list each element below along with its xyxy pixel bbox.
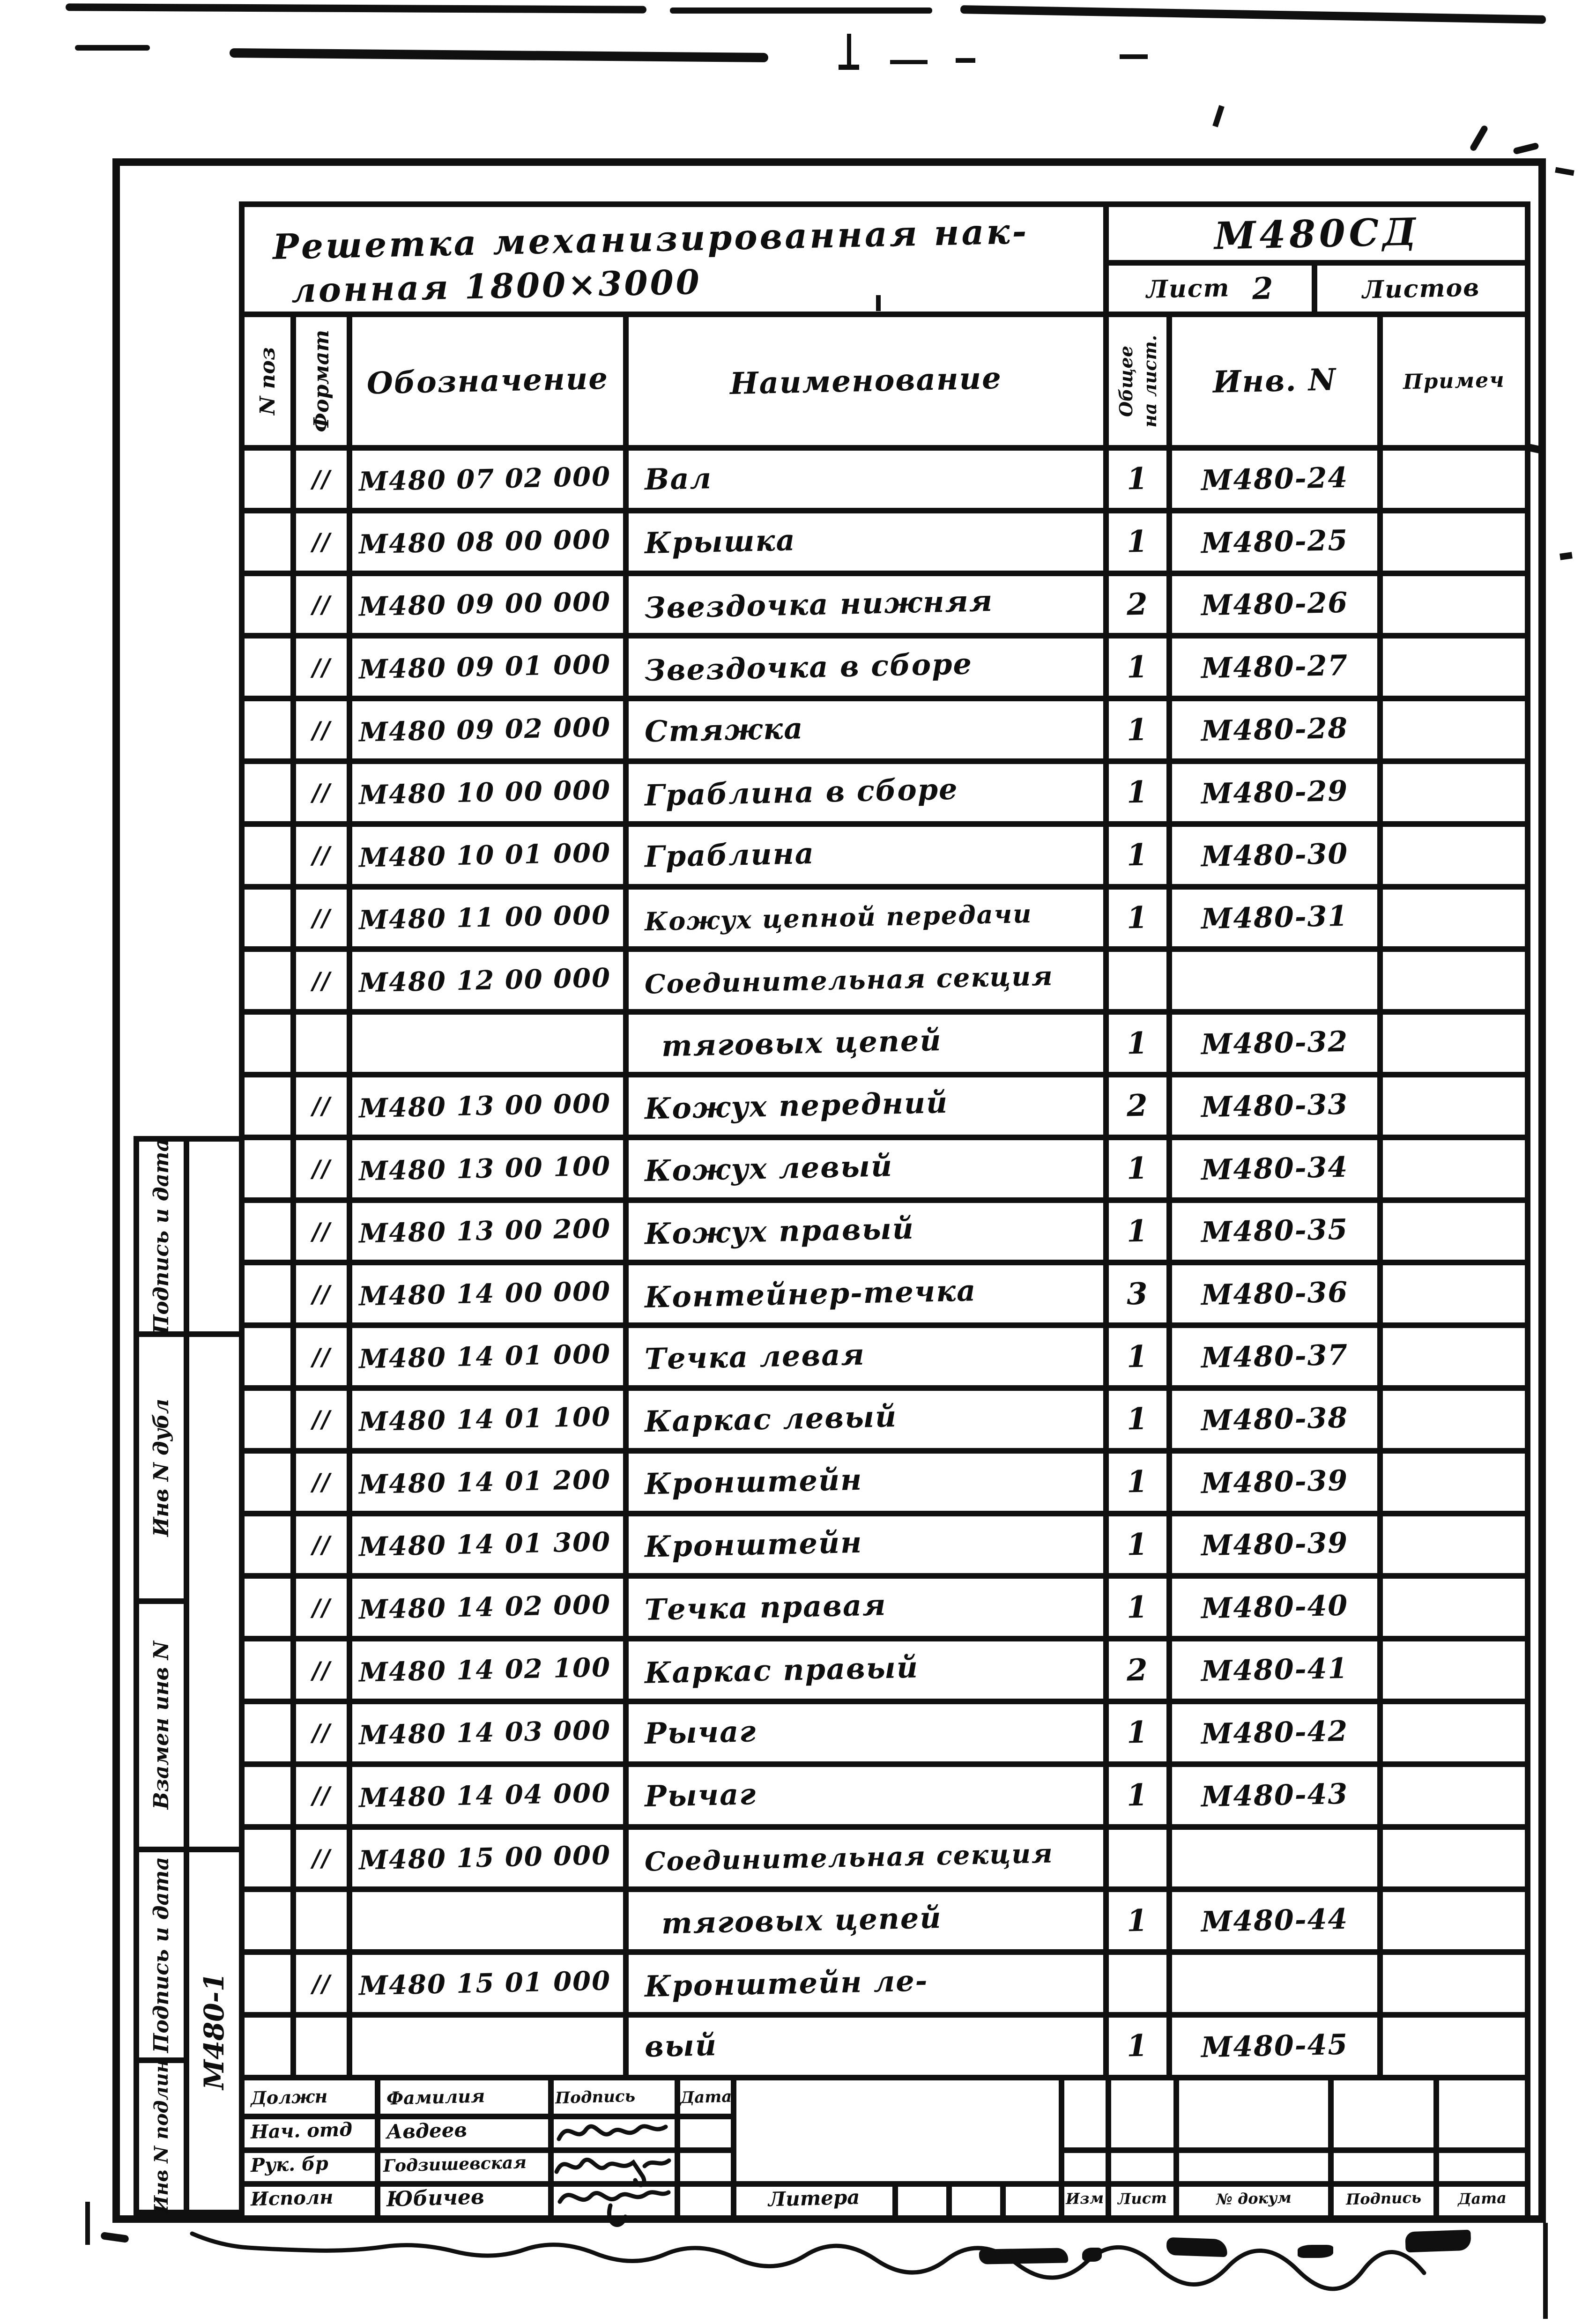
col-header-note: Примеч bbox=[1403, 368, 1505, 394]
doc-code: М480СД bbox=[1213, 209, 1420, 258]
table-row: // М480 14 01 300 Кронштейн 1 М480-39 bbox=[245, 1516, 1530, 1579]
footer-name: Годзишевская bbox=[383, 2153, 527, 2176]
scan-artifact bbox=[1120, 54, 1148, 59]
litera-label: Литера bbox=[768, 2185, 861, 2211]
table-row: // М480 09 02 000 Стяжка 1 М480-28 bbox=[245, 701, 1530, 764]
scan-artifact bbox=[66, 3, 646, 13]
scan-noise-squiggle bbox=[187, 2225, 1546, 2267]
scan-artifact bbox=[75, 45, 150, 51]
footer-name: Авдеев bbox=[386, 2118, 468, 2143]
table-row: // М480 14 01 100 Каркас левый 1 М480-38 bbox=[245, 1391, 1530, 1454]
revision-col-date: Дата bbox=[1457, 2189, 1507, 2208]
col-header-qty-line2: на лист. bbox=[1139, 334, 1160, 428]
table-row: // М480 14 01 000 Течка левая 1 М480-37 bbox=[245, 1328, 1530, 1391]
footer-role: Исполн bbox=[250, 2186, 334, 2211]
footer-role: Нач. отд bbox=[250, 2118, 353, 2143]
col-header-format: Формат bbox=[309, 330, 334, 432]
revision-col-izm: Изм bbox=[1065, 2189, 1105, 2208]
scan-artifact bbox=[960, 5, 1546, 24]
revision-col-list: Лист bbox=[1117, 2189, 1167, 2208]
table-row: // М480 10 01 000 Граблина 1 М480-30 bbox=[245, 827, 1530, 890]
table-header-row bbox=[245, 317, 1530, 451]
col-header-inv: Инв. N bbox=[1212, 362, 1337, 400]
table-row: // М480 09 01 000 Звездочка в сборе 1 М480-27 bbox=[245, 639, 1530, 701]
scan-artifact bbox=[1555, 167, 1574, 176]
table-row: // М480 07 02 000 Вал 1 М480-24 bbox=[245, 451, 1530, 513]
footer-col-role: Должн bbox=[250, 2085, 328, 2109]
scan-artifact bbox=[1082, 2248, 1102, 2262]
revision-col-docnum: № докум bbox=[1216, 2188, 1292, 2208]
table-row: тяговых цепей 1 М480-44 bbox=[245, 1892, 1530, 1955]
scan-artifact bbox=[670, 7, 932, 14]
frame-side-strip bbox=[134, 1136, 245, 2215]
table-row: // М480 14 03 000 Рычаг 1 М480-42 bbox=[245, 1704, 1530, 1767]
scan-artifact bbox=[1543, 2223, 1548, 2319]
doc-title-line2: лонная 1800×3000 bbox=[291, 261, 702, 311]
table-row: // М480 14 00 000 Контейнер-течка 3 М480-36 bbox=[245, 1265, 1530, 1328]
scan-artifact bbox=[85, 2202, 90, 2245]
col-header-name: Наименование bbox=[729, 360, 1002, 402]
spec-table bbox=[239, 312, 1530, 2080]
sheet-number: 2 bbox=[1252, 271, 1275, 306]
table-row: // М480 13 00 000 Кожух передний 2 М480-33 bbox=[245, 1077, 1530, 1140]
scan-artifact bbox=[956, 58, 975, 63]
table-row: // М480 14 02 100 Каркас правый 2 М480-41 bbox=[245, 1641, 1530, 1704]
table-row: // М480 15 01 000 Кронштейн ле- bbox=[245, 1955, 1530, 2018]
revision-col-signature: Подпись bbox=[1345, 2188, 1422, 2208]
footer-role: Рук. бр bbox=[250, 2152, 329, 2176]
footer-col-name: Фамилия bbox=[386, 2085, 485, 2109]
sheet-label: Лист bbox=[1146, 273, 1231, 304]
table-row: // М480 14 01 200 Кронштейн 1 М480-39 bbox=[245, 1454, 1530, 1516]
table-row: // М480 14 02 000 Течка правая 1 М480-40 bbox=[245, 1579, 1530, 1641]
scan-artifact bbox=[1405, 2230, 1471, 2253]
table-row: // М480 08 00 000 Крышка 1 М480-25 bbox=[245, 513, 1530, 576]
footer-name: Юбичев bbox=[386, 2185, 485, 2212]
side-label: Подпись и дата bbox=[149, 1138, 173, 1335]
scan-artifact bbox=[1298, 2245, 1333, 2258]
table-row: // М480 11 00 000 Кожух цепной передачи 1 М480-31 bbox=[245, 890, 1530, 952]
side-label: Взамен инв N bbox=[149, 1641, 173, 1810]
fold-mark bbox=[839, 65, 859, 70]
table-row: // М480 15 00 000 Соединительная секция bbox=[245, 1830, 1530, 1893]
table-row: тяговых цепей 1 М480-32 bbox=[245, 1015, 1530, 1077]
table-row: // М480 13 00 100 Кожух левый 1 М480-34 bbox=[245, 1140, 1530, 1203]
scan-artifact bbox=[1212, 105, 1225, 127]
sheets-label: Листов bbox=[1362, 273, 1480, 304]
side-label: Инв N дубл bbox=[149, 1398, 173, 1537]
table-row: // М480 09 00 000 Звездочка нижняя 2 М480-26 bbox=[245, 576, 1530, 639]
table-row: вый 1 М480-45 bbox=[245, 2018, 1530, 2080]
doc-code-cell bbox=[1103, 201, 1530, 266]
side-label: Инв N подлин bbox=[150, 2059, 172, 2213]
col-header-designation: Обозначение bbox=[366, 361, 609, 401]
signature-avdeev bbox=[555, 2116, 672, 2146]
scan-artifact bbox=[230, 48, 768, 62]
sheet-cell bbox=[1103, 260, 1317, 317]
col-header-qty-line1: Общее bbox=[1115, 345, 1136, 417]
table-row: // М480 12 00 000 Соединительная секция bbox=[245, 952, 1530, 1015]
doc-title-line1: Решетка механизированная нак- bbox=[272, 211, 1030, 267]
table-row: // М480 13 00 200 Кожух правый 1 М480-35 bbox=[245, 1203, 1530, 1266]
footer-col-date: Дата bbox=[680, 2087, 732, 2107]
side-label: Подпись и дата bbox=[149, 1856, 173, 2053]
col-header-pos: N поз bbox=[255, 347, 280, 415]
title-cell bbox=[239, 201, 1109, 317]
footer-col-signature: Подпись bbox=[555, 2086, 636, 2108]
sheets-cell bbox=[1312, 260, 1530, 317]
scan-artifact bbox=[1559, 552, 1573, 560]
scan-artifact bbox=[1469, 125, 1489, 152]
scan-artifact bbox=[1166, 2237, 1227, 2257]
side-inventory-code: М480-1 bbox=[198, 1972, 230, 2090]
scan-artifact bbox=[890, 60, 928, 64]
table-row: // М480 14 04 000 Рычаг 1 М480-43 bbox=[245, 1767, 1530, 1830]
scan-artifact bbox=[100, 2232, 129, 2243]
scan-artifact bbox=[1513, 142, 1539, 155]
fold-mark bbox=[847, 34, 851, 67]
scan-artifact bbox=[979, 2248, 1069, 2264]
table-row: // М480 10 00 000 Граблина в сборе 1 М480-29 bbox=[245, 764, 1530, 827]
